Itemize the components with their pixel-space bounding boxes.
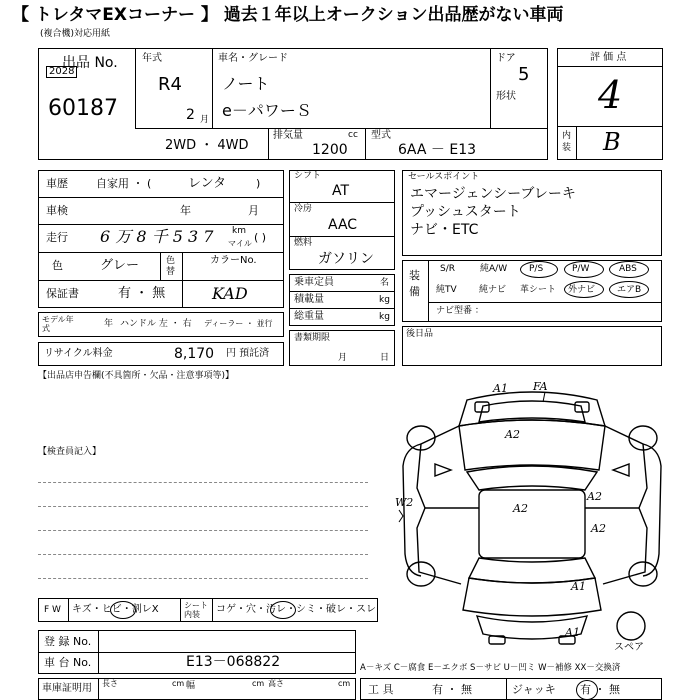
ac-value: AAC — [328, 217, 358, 233]
damage-mark-hood-a2: A2 — [505, 428, 520, 441]
sales-points-label: セールスポイント — [408, 172, 480, 182]
later-notes-box — [402, 326, 662, 366]
fw-text: キズ・ヒビ・割レX — [72, 604, 159, 615]
garage-length-unit: cm — [172, 679, 185, 688]
weight-label: 総重量 — [294, 311, 324, 322]
registration-label: 登 録 No. — [44, 635, 92, 648]
shape-label: 形状 — [496, 91, 516, 102]
year-label: 年式 — [142, 53, 162, 64]
tools-value: 有 ・ 無 — [432, 683, 472, 696]
year-era: R4 — [158, 74, 182, 95]
equip-leather-seats: 革シート — [520, 285, 557, 295]
history-label: 車歴 — [46, 177, 68, 190]
chassis-label: 車 台 No. — [44, 656, 92, 669]
jack-value: 有 ・ 無 — [580, 683, 620, 696]
damage-mark-right-rear-a2: A2 — [591, 522, 606, 535]
garage-height-unit: cm — [338, 679, 351, 688]
jack-label: ジャッキ — [512, 683, 556, 696]
jack-ari-circle — [576, 680, 598, 700]
score-label: 評 価 点 — [590, 52, 627, 63]
damage-mark-roof-a2: A2 — [513, 502, 528, 515]
mileage-unit-km: km — [232, 226, 246, 236]
drive-type: 2WD ・ 4WD — [165, 138, 249, 153]
fuel-value: ガソリン — [318, 251, 374, 267]
sales-point-1: エマージェンシーブレーキ — [410, 186, 576, 202]
model-year-label: モデル年式 — [42, 315, 74, 333]
warranty-label: 保証書 — [46, 287, 79, 300]
history-options: 自家用 ・ ( — [96, 177, 152, 190]
model-year-dealer: ディーラー ・ 並行 — [204, 319, 273, 328]
mileage-label: 走行 — [46, 231, 68, 244]
seller-notes-label: 【出品店申告欄(不具箇所・欠品・注意事項等)】 — [38, 371, 235, 381]
form-subtitle: (複合機)対応用紙 — [40, 29, 111, 39]
score-value: 4 — [598, 73, 623, 117]
fw-hibi-circle — [110, 601, 136, 619]
color-label: 色 — [52, 259, 63, 272]
chassis-value: E13－068822 — [186, 654, 281, 670]
ac-label: 冷房 — [294, 204, 313, 214]
tools-label: 工 具 — [368, 683, 394, 696]
car-label: 車名・グレード — [218, 53, 288, 64]
mileage-value: 6 万 8 千 5 3 7 — [100, 227, 214, 246]
damage-mark-left-w2: W2 — [395, 496, 414, 509]
shift-value: AT — [332, 183, 350, 199]
year-month-unit: 月 — [200, 115, 210, 125]
seat-label: シート内装 — [184, 601, 208, 619]
later-notes-label: 後日品 — [406, 329, 434, 339]
recycle-unit: 円 預託済 — [226, 348, 270, 359]
interior-grade: B — [603, 128, 621, 156]
equip-abs: ABS — [619, 264, 637, 274]
seat-stain-circle — [270, 601, 296, 619]
damage-mark-front-fa: FA — [533, 380, 548, 393]
displacement-unit: cc — [348, 130, 358, 140]
equip-power-steering: P/S — [529, 264, 544, 274]
load-label: 積載量 — [294, 294, 324, 305]
weight-unit: kg — [379, 312, 390, 322]
capacity-unit: 名 — [380, 278, 390, 288]
document-deadline-month: 月 — [338, 353, 348, 363]
color-change-label: 色替 — [166, 256, 176, 277]
displacement-value: 1200 — [312, 142, 348, 158]
model-year-year: 年 — [104, 319, 114, 329]
lot-number: 60187 — [48, 96, 118, 121]
history-close: ) — [256, 177, 261, 190]
damage-mark-rear-a1: A1 — [565, 626, 580, 639]
inspector-notes-label: 【検査員記入】 — [38, 447, 102, 457]
year-month: 2 — [186, 107, 195, 123]
garage-width-unit: cm — [252, 679, 265, 688]
fw-label: F W — [44, 605, 61, 615]
inspection-label: 車検 — [46, 204, 68, 217]
document-deadline-day: 日 — [380, 353, 390, 363]
lot-code: 2028 — [46, 66, 77, 78]
doors-label: ドア — [496, 53, 516, 64]
inspection-year: 年 — [180, 204, 191, 217]
seat-text: コゲ・穴・汚レ・シミ・破レ・スレ — [216, 604, 376, 615]
page-title: 【 トレタマEXコーナー 】 過去１年以上オークション出品歴がない車両 — [12, 5, 564, 25]
garage-label: 車庫証明用 — [42, 683, 92, 694]
equip-alloy-wheels: 純A/W — [480, 264, 508, 274]
car-damage-diagram — [395, 378, 670, 668]
equip-airbag: エアB — [617, 285, 642, 295]
garage-length: 長さ — [102, 679, 118, 688]
warranty-value: 有 ・ 無 — [118, 286, 166, 301]
load-unit: kg — [379, 295, 390, 305]
damage-legend: A－キズ C－腐食 E－エクボ S－サビ U－凹ミ W－補修 XX－交換済 — [360, 663, 621, 673]
damage-mark-rear-right-a1: A1 — [571, 580, 586, 593]
inspection-month: 月 — [248, 204, 259, 217]
model-year-handle: ハンドル 左 ・ 右 — [120, 319, 192, 329]
garage-width: 幅 — [186, 681, 196, 691]
document-deadline-label: 書類期限 — [294, 333, 331, 343]
equip-power-windows: P/W — [572, 264, 590, 274]
color-number-value: KAD — [212, 284, 248, 303]
equip-aftermarket-navi: 外ナビ — [568, 285, 596, 295]
equip-tv: 純TV — [436, 285, 457, 295]
fuel-label: 燃料 — [294, 238, 313, 248]
sales-point-2: プッシュスタート — [410, 204, 521, 220]
lot-label: 出品 No. — [62, 55, 118, 71]
car-grade: e－パワーＳ — [222, 101, 312, 120]
equipment-label: 装備 — [409, 269, 420, 298]
color-number-label: カラーNo. — [210, 255, 257, 266]
color-value: グレー — [100, 258, 140, 273]
spare-label: スペア — [614, 642, 644, 653]
damage-mark-right-a2: A2 — [587, 490, 602, 503]
model-value: 6AA － E13 — [398, 142, 477, 158]
displacement-label: 排気量 — [273, 130, 303, 141]
shift-label: シフト — [294, 171, 322, 181]
capacity-label: 乗車定員 — [294, 277, 334, 288]
mileage-unit-mile: マイル — [228, 239, 252, 248]
interior-label: 内装 — [562, 131, 572, 153]
recycle-label: リサイクル料金 — [44, 348, 113, 359]
navi-type-label: ナビ型番 ： — [436, 306, 484, 316]
sales-point-3: ナビ・ETC — [410, 222, 479, 238]
doors-value: 5 — [518, 64, 530, 85]
model-label: 型式 — [371, 130, 391, 141]
garage-height: 高さ — [268, 679, 284, 688]
car-name: ノート — [222, 74, 270, 93]
equip-sunroof: S/R — [440, 264, 455, 274]
equip-genuine-navi: 純ナビ — [479, 285, 507, 295]
history-value: レンタ — [188, 176, 227, 191]
damage-mark-front-a1: A1 — [493, 382, 508, 395]
mileage-paren: ( ) — [254, 231, 267, 244]
recycle-value: 8,170 — [174, 346, 215, 362]
